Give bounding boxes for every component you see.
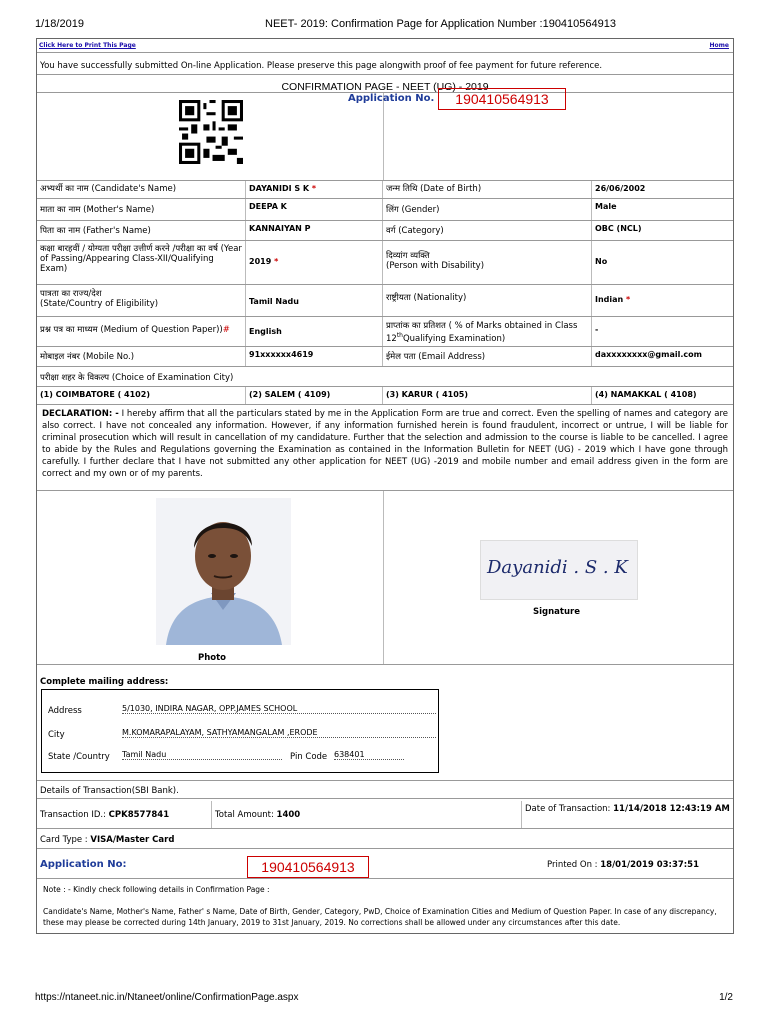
mother-value: DEEPA K	[246, 199, 383, 220]
application-row	[37, 93, 733, 181]
gender-value: Male	[595, 202, 617, 211]
row-state	[37, 285, 733, 317]
row-father	[37, 221, 733, 241]
row-cities	[37, 387, 733, 405]
transaction-row	[37, 801, 733, 829]
divider	[383, 491, 384, 664]
candidate-signature	[480, 540, 638, 600]
state-label: State /Country	[48, 752, 110, 762]
photo-label: Photo	[198, 653, 227, 663]
medium-value: English	[246, 317, 383, 346]
declaration-row	[37, 405, 733, 491]
email-value: daxxxxxxxx@gmail.com	[595, 350, 702, 359]
card-row	[37, 829, 733, 849]
mailing-address-box	[41, 689, 439, 773]
pwd-label: दिव्यांग व्यक्ति (Person with Disability)	[383, 241, 592, 284]
page-heading: CONFIRMATION PAGE - NEET (UG) - 2019	[281, 81, 489, 93]
print-page-number: 1/2	[719, 992, 733, 1003]
signature-label: Signature	[533, 607, 580, 617]
dob-label: जन्म तिथि (Date of Birth)	[383, 181, 592, 198]
transaction-id: Transaction ID.: CPK8577841	[37, 801, 212, 828]
gender-label: लिंग (Gender)	[383, 199, 592, 220]
city-label: City	[48, 730, 65, 740]
state-label: पात्रता का राज्य/देश (State/Country of Eligibility)	[37, 285, 246, 316]
mobile-value: 91xxxxxx4619	[246, 347, 383, 366]
card-type: Card Type : VISA/Master Card	[40, 835, 175, 845]
marks-label: प्राप्तांक का प्रतिशत ( % of Marks obtained in Class 12thQualifying Examination)	[383, 317, 592, 346]
city-choice-1: (1) COIMBATORE ( 4102)	[37, 387, 246, 404]
nationality-value: Indian *	[595, 295, 631, 304]
signature-handwriting: Dayanidi . S . K	[487, 557, 628, 578]
pin-label: Pin Code	[290, 752, 328, 762]
state-value: Tamil Nadu	[122, 750, 282, 760]
city-choice-label: परीक्षा शहर के विकल्प (Choice of Examination City)	[40, 373, 234, 383]
candidate-photo-image	[156, 498, 291, 645]
address-row	[42, 700, 438, 720]
transaction-title: Details of Transaction(SBI Bank).	[40, 786, 179, 796]
transaction-title-row	[37, 781, 733, 799]
qr-code-icon	[179, 100, 243, 164]
city-value: M.KOMARAPALAYAM, SATHYAMANGALAM ,ERODE	[122, 728, 436, 738]
state-value: Tamil Nadu	[246, 285, 383, 316]
note-row	[37, 879, 733, 933]
print-page-link[interactable]: Click Here to Print This Page	[39, 42, 136, 49]
note-text: Note : - Kindly check following details in Confirmation Page : Candidate's Name, Mother's Name, Father' s Name, Date of Birth, Gender, Category, PwD, Choice of Examination Cities and Medium of Question Paper. In case of any discrepancy, these may please be corrected during 14th January, 2019 to 31st January, 2019. No corrections shall be allowed under any circumstances after this date.	[43, 885, 717, 927]
passing-value: 2019 *	[246, 241, 383, 284]
application-no-value: 190410564913	[438, 88, 566, 110]
footer-application-number: 190410564913	[247, 856, 369, 878]
row-candidate	[37, 181, 733, 199]
mobile-label: मोबाइल नंबर (Mobile No.)	[37, 347, 246, 366]
candidate-label: अभ्यर्थी का नाम (Candidate's Name)	[37, 181, 246, 198]
top-links-row	[37, 39, 733, 53]
notice-row	[37, 59, 733, 75]
print-title: NEET- 2019: Confirmation Page for Application Number :190410564913	[265, 18, 616, 30]
father-label: पिता का नाम (Father's Name)	[37, 221, 246, 240]
declaration-text: DECLARATION: - I hereby affirm that all the particulars stated by me in the Application Form are true and correct. Even the spelling of names and category are also correct. I have not concealed any information. However, if any information furnished herein is found fraudulent, incorrect or untrue, I will be liable for criminal prosecution which will result in cancellation of my candidature. Further that the selection and admission to the course is liable to be cancelled. I agree to abide by the Rules and Regulations governing the Examination as contained in the Information Bulletin for NEET (UG) - 2019 which I have gone through carefully. I further declare that I have not submitted any other application for NEET (UG) -2019 and mobile number and email address given in the form are correct and my own or of my parents.	[42, 409, 729, 479]
transaction-amount: Total Amount: 1400	[212, 801, 522, 828]
address-label: Address	[48, 706, 82, 716]
address-value: 5/1030, INDIRA NAGAR, OPP.JAMES SCHOOL	[122, 704, 436, 714]
row-mother	[37, 199, 733, 221]
category-label: वर्ग (Category)	[383, 221, 592, 240]
divider	[383, 93, 384, 180]
father-value: KANNAIYAN P	[246, 221, 383, 240]
heading-row	[37, 75, 733, 93]
footer-application-label: Application No:	[40, 859, 127, 870]
category-value: OBC (NCL)	[595, 224, 642, 233]
home-link[interactable]: Home	[709, 42, 729, 49]
printed-on: Printed On : 18/01/2019 03:37:51	[547, 860, 700, 870]
print-date: 1/18/2019	[35, 18, 84, 30]
candidate-value: DAYANIDI S K *	[246, 181, 383, 198]
email-label: ईमेल पता (Email Address)	[383, 347, 592, 366]
passing-label: कक्षा बारहवीं / योग्यता परीक्षा उत्तीर्ण करने /परीक्षा का वर्ष (Year of Passing/Appearing Class-XII/Qualifying Exam)	[37, 241, 246, 284]
browser-print-header	[35, 18, 733, 32]
row-city-choice-label	[37, 367, 733, 387]
row-medium	[37, 317, 733, 347]
city-choice-2: (2) SALEM ( 4109)	[246, 387, 383, 404]
submission-notice: You have successfully submitted On-line Application. Please preserve this page alongwith proof of fee payment for future reference.	[40, 61, 603, 71]
nationality-label: राष्ट्रीयता (Nationality)	[383, 285, 592, 316]
mailing-title: Complete mailing address:	[40, 677, 169, 687]
medium-label: प्रश्न पत्र का माध्यम (Medium of Question Paper))#	[37, 317, 246, 346]
candidate-photo	[156, 498, 291, 645]
mailing-row	[37, 671, 733, 781]
city-row	[42, 724, 438, 744]
footer-application-row	[37, 851, 733, 879]
browser-print-footer	[35, 992, 733, 1006]
row-mobile	[37, 347, 733, 367]
pwd-value: No	[595, 257, 608, 266]
state-row	[42, 746, 438, 766]
city-choice-3: (3) KARUR ( 4105)	[383, 387, 592, 404]
mother-label: माता का नाम (Mother's Name)	[37, 199, 246, 220]
city-choice-4: (4) NAMAKKAL ( 4108)	[595, 390, 697, 399]
transaction-date: Date of Transaction: 11/14/2018 12:43:19 AM	[525, 804, 730, 814]
confirmation-page	[36, 38, 734, 934]
row-passing	[37, 241, 733, 285]
dob-value: 26/06/2002	[595, 184, 646, 193]
application-no-label: Application No.	[348, 93, 435, 104]
marks-value: -	[595, 325, 599, 334]
pin-value: 638401	[334, 750, 404, 760]
print-url: https://ntaneet.nic.in/Ntaneet/online/ConfirmationPage.aspx	[35, 992, 299, 1003]
